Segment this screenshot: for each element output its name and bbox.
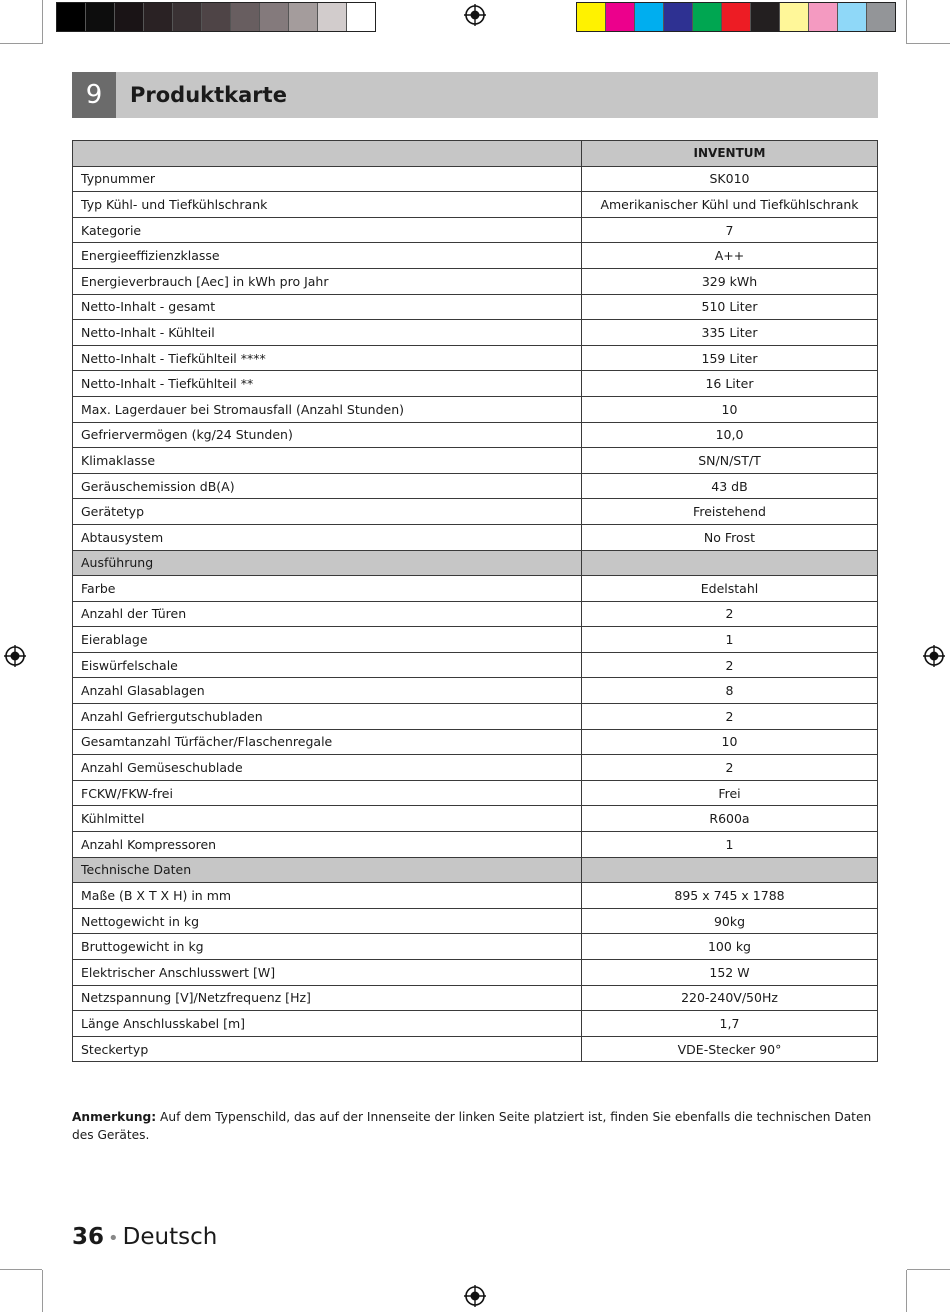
color-swatch: [809, 3, 838, 31]
table-row: [73, 294, 878, 320]
spec-value: 10: [582, 729, 878, 755]
spec-value: 7: [582, 217, 878, 243]
table-row: [73, 806, 878, 832]
gray-swatch: [231, 3, 260, 31]
table-row: [73, 217, 878, 243]
spec-label: Gesamtanzahl Türfächer/Flaschenregale: [73, 729, 582, 755]
color-swatch: [751, 3, 780, 31]
spec-label: Gefriervermögen (kg/24 Stunden): [73, 422, 582, 448]
spec-value: VDE-Stecker 90°: [582, 1036, 878, 1062]
spec-value: No Frost: [582, 524, 878, 550]
table-section-row: [73, 857, 878, 883]
spec-label: Anzahl Kompressoren: [73, 832, 582, 858]
spec-value: SN/N/ST/T: [582, 448, 878, 474]
color-swatch: [635, 3, 664, 31]
section-header: [72, 72, 878, 118]
spec-value: 329 kWh: [582, 268, 878, 294]
gray-swatch: [202, 3, 231, 31]
table-row: [73, 243, 878, 269]
spec-label: Abtausystem: [73, 524, 582, 550]
spec-label: Länge Anschlusskabel [m]: [73, 1011, 582, 1037]
table-row: [73, 371, 878, 397]
registration-mark-icon: [464, 1285, 486, 1307]
spec-value: 335 Liter: [582, 320, 878, 346]
gray-swatch: [144, 3, 173, 31]
gray-swatch: [57, 3, 86, 31]
spec-label: Energieverbrauch [Aec] in kWh pro Jahr: [73, 268, 582, 294]
spec-value: 159 Liter: [582, 345, 878, 371]
crop-mark: [907, 43, 950, 44]
spec-value: 220-240V/50Hz: [582, 985, 878, 1011]
spec-label: Farbe: [73, 576, 582, 602]
table-row: [73, 704, 878, 730]
table-row: [73, 1011, 878, 1037]
crop-mark: [0, 1269, 42, 1270]
spec-value: Edelstahl: [582, 576, 878, 602]
table-header-label: [73, 141, 582, 167]
spec-value: 90kg: [582, 908, 878, 934]
table-header-brand: INVENTUM: [582, 141, 878, 167]
color-swatch: [577, 3, 606, 31]
spec-value: 1,7: [582, 1011, 878, 1037]
color-swatch: [664, 3, 693, 31]
spec-value: 43 dB: [582, 473, 878, 499]
table-row: [73, 652, 878, 678]
spec-label: Steckertyp: [73, 1036, 582, 1062]
spec-label: Nettogewicht in kg: [73, 908, 582, 934]
spec-label: Netto-Inhalt - Tiefkühlteil **: [73, 371, 582, 397]
table-section-row: [73, 550, 878, 576]
spec-label: Typ Kühl- und Tiefkühlschrank: [73, 192, 582, 218]
gray-color-bar: [56, 2, 376, 32]
spec-value: SK010: [582, 166, 878, 192]
spec-label: Gerätetyp: [73, 499, 582, 525]
product-spec-table: [72, 140, 878, 1062]
spec-label: Anzahl Gefriergutschubladen: [73, 704, 582, 730]
crop-mark: [0, 43, 42, 44]
gray-swatch: [173, 3, 202, 31]
table-row: [73, 627, 878, 653]
spec-label: FCKW/FKW-frei: [73, 780, 582, 806]
table-row: [73, 678, 878, 704]
spec-value: 10: [582, 396, 878, 422]
table-row: [73, 576, 878, 602]
table-row: [73, 422, 878, 448]
spec-value: 2: [582, 704, 878, 730]
spec-label: Energieeffizienzklasse: [73, 243, 582, 269]
spec-value: 100 kg: [582, 934, 878, 960]
spec-label: Max. Lagerdauer bei Stromausfall (Anzahl Stunden): [73, 396, 582, 422]
table-row: [73, 908, 878, 934]
crop-mark: [906, 0, 907, 44]
gray-swatch: [318, 3, 347, 31]
spec-value: Frei: [582, 780, 878, 806]
color-swatch: [780, 3, 809, 31]
color-swatch: [722, 3, 751, 31]
spec-value: 2: [582, 601, 878, 627]
spec-label: Netzspannung [V]/Netzfrequenz [Hz]: [73, 985, 582, 1011]
spec-label: Kühlmittel: [73, 806, 582, 832]
process-color-bar: [576, 2, 896, 32]
remark-text: Auf dem Typenschild, das auf der Innenseite der linken Seite platziert ist, finden Sie ebenfalls die technischen Daten des Gerätes.: [72, 1110, 872, 1142]
color-swatch: [606, 3, 635, 31]
spec-value: 1: [582, 832, 878, 858]
remark-label: Anmerkung:: [72, 1110, 157, 1124]
crop-mark: [42, 0, 43, 44]
spec-value: 895 x 745 x 1788: [582, 883, 878, 909]
table-row: [73, 499, 878, 525]
table-row: [73, 934, 878, 960]
section-number: 9: [72, 72, 116, 118]
table-row: [73, 985, 878, 1011]
spec-label: Typnummer: [73, 166, 582, 192]
spec-value: [582, 857, 878, 883]
gray-swatch: [115, 3, 144, 31]
spec-value: [582, 550, 878, 576]
spec-label: Netto-Inhalt - Kühlteil: [73, 320, 582, 346]
table-row: [73, 473, 878, 499]
table-row: [73, 832, 878, 858]
spec-value: 152 W: [582, 960, 878, 986]
table-row: [73, 960, 878, 986]
spec-label: Geräuschemission dB(A): [73, 473, 582, 499]
spec-value: 8: [582, 678, 878, 704]
registration-mark-icon: [4, 645, 26, 667]
section-title: Produktkarte: [130, 83, 287, 107]
color-swatch: [838, 3, 867, 31]
table-row: [73, 755, 878, 781]
gray-swatch: [86, 3, 115, 31]
spec-label: Netto-Inhalt - gesamt: [73, 294, 582, 320]
footer-language: Deutsch: [122, 1224, 218, 1250]
spec-label: Eierablage: [73, 627, 582, 653]
table-row: [73, 345, 878, 371]
spec-value: 1: [582, 627, 878, 653]
table-row: [73, 192, 878, 218]
spec-value: R600a: [582, 806, 878, 832]
spec-label: Anzahl Gemüseschublade: [73, 755, 582, 781]
footer-separator: •: [108, 1228, 119, 1249]
crop-mark: [907, 1269, 950, 1270]
remark-note: [72, 1108, 880, 1144]
spec-value: 510 Liter: [582, 294, 878, 320]
gray-swatch: [347, 3, 375, 31]
gray-swatch: [260, 3, 289, 31]
spec-label: Eiswürfelschale: [73, 652, 582, 678]
table-row: [73, 524, 878, 550]
spec-label: Ausführung: [73, 550, 582, 576]
spec-label: Klimaklasse: [73, 448, 582, 474]
color-swatch: [693, 3, 722, 31]
spec-value: Freistehend: [582, 499, 878, 525]
spec-label: Netto-Inhalt - Tiefkühlteil ****: [73, 345, 582, 371]
table-header-row: [73, 141, 878, 167]
gray-swatch: [289, 3, 318, 31]
table-row: [73, 396, 878, 422]
spec-value: 2: [582, 755, 878, 781]
registration-mark-icon: [464, 4, 486, 26]
spec-label: Maße (B X T X H) in mm: [73, 883, 582, 909]
spec-value: Amerikanischer Kühl und Tiefkühlschrank: [582, 192, 878, 218]
spec-value: 16 Liter: [582, 371, 878, 397]
spec-label: Bruttogewicht in kg: [73, 934, 582, 960]
table-row: [73, 1036, 878, 1062]
table-row: [73, 166, 878, 192]
page-footer: [72, 1224, 217, 1250]
spec-value: A++: [582, 243, 878, 269]
spec-value: 2: [582, 652, 878, 678]
table-row: [73, 320, 878, 346]
crop-mark: [906, 1270, 907, 1312]
spec-value: 10,0: [582, 422, 878, 448]
page-number: 36: [72, 1224, 105, 1250]
crop-mark: [42, 1270, 43, 1312]
registration-mark-icon: [923, 645, 945, 667]
table-row: [73, 601, 878, 627]
table-row: [73, 780, 878, 806]
table-row: [73, 448, 878, 474]
spec-label: Kategorie: [73, 217, 582, 243]
table-row: [73, 268, 878, 294]
spec-label: Anzahl der Türen: [73, 601, 582, 627]
table-row: [73, 883, 878, 909]
color-swatch: [867, 3, 895, 31]
spec-label: Elektrischer Anschlusswert [W]: [73, 960, 582, 986]
spec-label: Anzahl Glasablagen: [73, 678, 582, 704]
spec-label: Technische Daten: [73, 857, 582, 883]
table-row: [73, 729, 878, 755]
